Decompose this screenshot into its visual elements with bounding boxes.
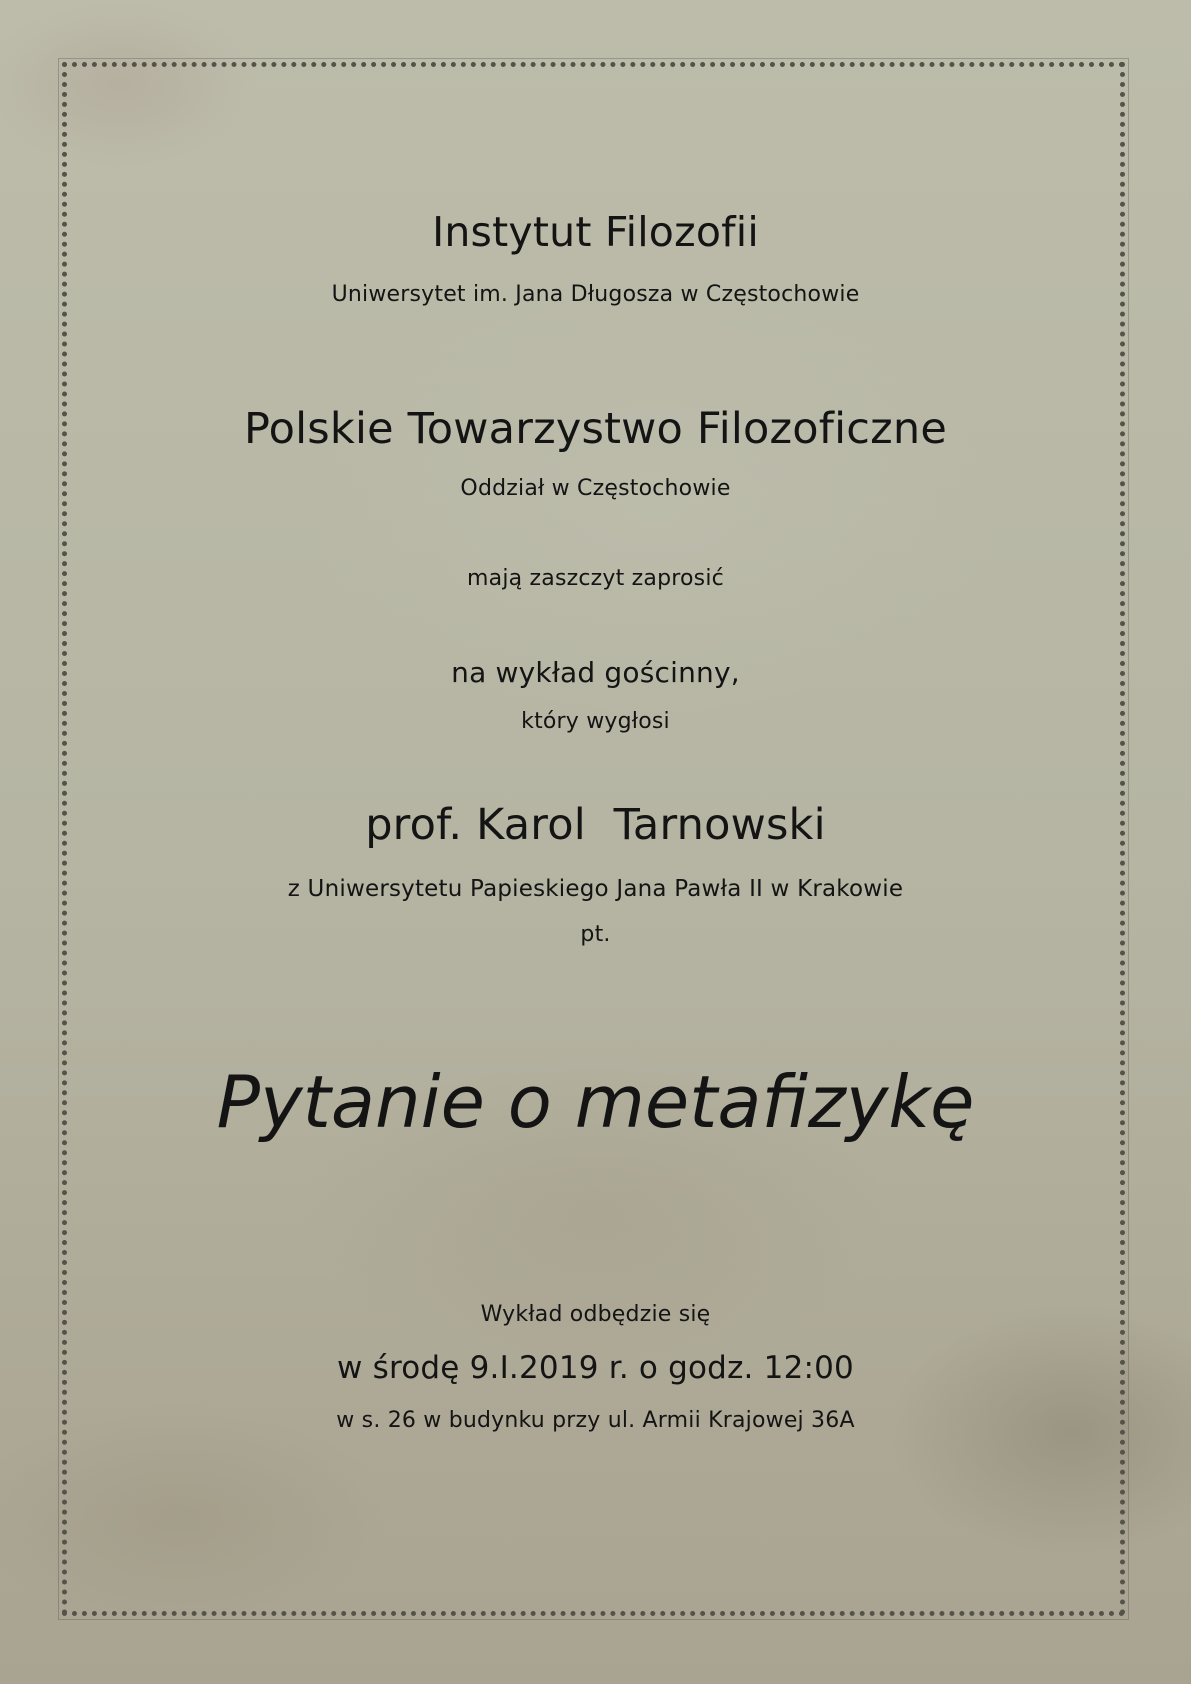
- speaker-name: prof. Karol Tarnowski: [365, 800, 826, 850]
- title-prefix: pt.: [580, 922, 611, 947]
- society-name: Polskie Towarzystwo Filozoficzne: [243, 404, 947, 454]
- schedule-location: w s. 26 w budynku przy ul. Armii Krajowej 36A: [336, 1408, 855, 1433]
- speaker-affiliation: z Uniwersytetu Papieskiego Jana Pawła II w Krakowie: [287, 876, 904, 902]
- institute-name: Instytut Filozofii: [432, 208, 759, 256]
- lecture-title: Pytanie o metafizykę: [216, 1060, 975, 1144]
- society-branch: Oddział w Częstochowie: [460, 476, 731, 501]
- university-name: Uniwersytet im. Jana Długosza w Częstochowie: [331, 282, 860, 307]
- schedule-intro: Wykład odbędzie się: [480, 1302, 711, 1327]
- event-type: na wykład gościnny,: [451, 656, 740, 689]
- delivered-by: który wygłosi: [521, 709, 670, 734]
- schedule-datetime: w środę 9.I.2019 r. o godz. 12:00: [337, 1350, 854, 1386]
- invitation-intro: mają zaszczyt zaprosić: [467, 566, 724, 591]
